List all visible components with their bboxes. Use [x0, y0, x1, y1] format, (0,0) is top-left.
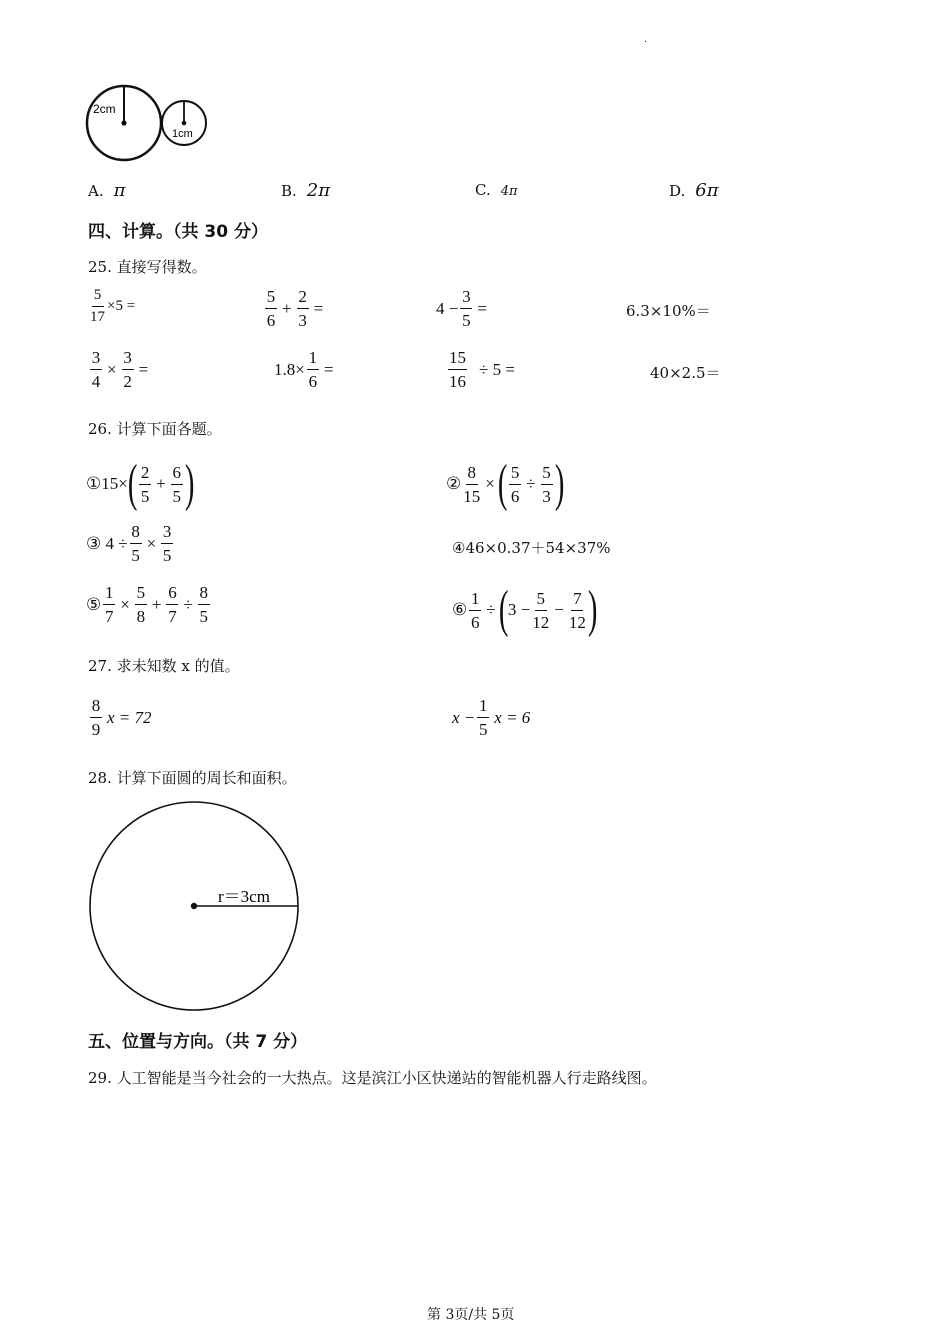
big-radius-label: 2cm — [93, 102, 116, 116]
option-b: B. 2π — [281, 180, 331, 201]
q26-problem-2: ② $\frac{8}{15}$ × ( $\frac{5}{6}$ ÷ $\frac{5}{3}$ ) — [446, 455, 564, 512]
option-a: A. π — [88, 180, 126, 201]
q27-title: 27. 求未知数 x 的值。 — [88, 657, 240, 675]
q25-expr-4: 6.3×10%＝ — [626, 302, 711, 320]
option-c: C. 4π — [475, 181, 518, 199]
section5-title: 五、位置与方向。（共 7 分） — [88, 1032, 308, 1052]
q25-expr-5: $\frac{3}{4}$ × $\frac{3}{2}$ = — [91, 348, 149, 391]
q27-equation-1: $\frac{8}{9}$ x = 72 — [91, 696, 152, 739]
q25-expr-3: 4 − $\frac{3}{5}$ = — [436, 287, 487, 330]
q25-expr-1: $\frac{5}{17}$ ×5 = — [90, 287, 136, 325]
q25-expr-2: $\frac{5}{6}$ + $\frac{2}{3}$ = — [266, 287, 324, 330]
q29-title: 29. 人工智能是当今社会的一大热点。这是滨江小区快递站的智能机器人行走路线图。 — [88, 1069, 657, 1087]
radius-label: r＝3cm — [218, 887, 270, 906]
q28-title: 28. 计算下面圆的周长和面积。 — [88, 769, 297, 787]
two-circles-figure — [80, 80, 220, 166]
radius-circle-figure — [84, 798, 306, 1014]
section4-title: 四、计算。（共 30 分） — [88, 222, 268, 242]
center-dot — [191, 903, 197, 909]
small-center-dot — [182, 121, 187, 126]
q26-problem-5: ⑤ $\frac{1}{7}$ × $\frac{5}{8}$ + $\frac{6}{7}$ ÷ $\frac{8}{5}$ — [86, 583, 209, 626]
option-d: D. 6π — [669, 180, 719, 201]
top-dot: . — [644, 34, 648, 45]
page-footer: 第 3页/共 5页 — [427, 1307, 515, 1323]
q26-problem-4: ④46×0.37＋54×37% — [452, 539, 611, 557]
q25-expr-8: 40×2.5＝ — [650, 364, 721, 382]
q26-problem-1: ①15× ( $\frac{2}{5}$ + $\frac{6}{5}$ ) — [86, 455, 195, 512]
small-radius-label: 1cm — [172, 128, 193, 140]
q25-expr-7: $\frac{15}{16}$ ÷ 5 = — [449, 348, 515, 391]
q25-expr-6: 1.8× $\frac{1}{6}$ = — [274, 348, 334, 391]
q25-title: 25. 直接写得数。 — [88, 258, 207, 276]
big-center-dot — [121, 120, 126, 125]
q26-problem-3: ③ 4 ÷ $\frac{8}{5}$ × $\frac{3}{5}$ — [86, 522, 172, 565]
q27-equation-2: x − $\frac{1}{5}$ x = 6 — [452, 696, 531, 739]
q26-title: 26. 计算下面各题。 — [88, 420, 222, 438]
q26-problem-6: ⑥ $\frac{1}{6}$ ÷ ( 3 − $\frac{5}{12}$ − $\frac{7}{12}$ ) — [452, 581, 598, 638]
